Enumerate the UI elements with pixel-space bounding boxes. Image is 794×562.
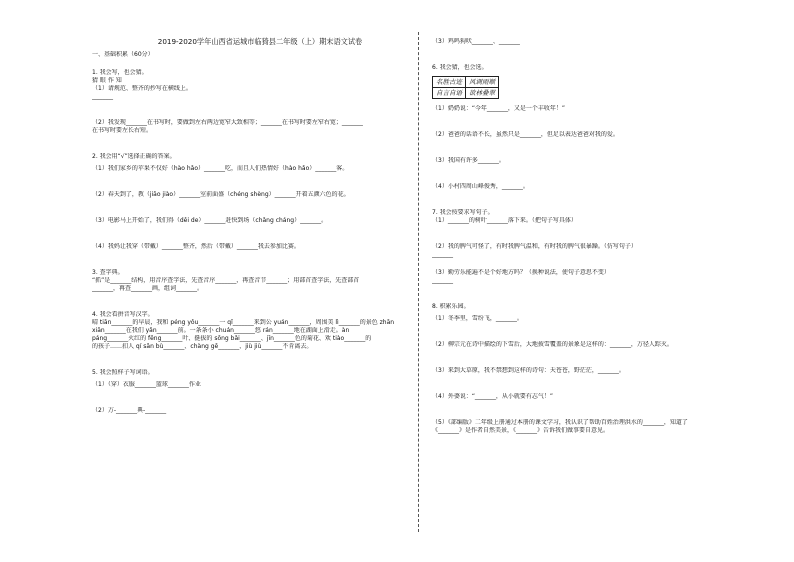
q7-answer-line: _______ (432, 277, 453, 284)
idiom-cell: 风调雨顺 (466, 77, 499, 88)
q7-line-3: （3）勤劳乐能遍不是个好地方吗？（换种说法，使句子意思不变） (432, 269, 610, 276)
q7-title: 7. 我会按要求写句子。 (432, 209, 494, 216)
q6-line-1: （1）奶奶说：“今年_______，又是一个丰收年！” (432, 105, 566, 112)
q2-line-2: （2）春天到了，教（jiāo jiào）_______室前面盛（chéng shèng）_______开着五颜六色的花。 (92, 191, 350, 198)
q5-line-3: （3）鸡鸣狗吠_______、_______ (432, 38, 520, 45)
q2-line-1: （1）我们家乡的苹果不仅好（hào hǎo）_______吃，而且人们热情好（hào hǎo）_______客。 (92, 165, 349, 172)
q2-title: 2. 我会用“√”选择正确的答案。 (92, 153, 176, 160)
idiom-cell: 名胜古迹 (433, 77, 466, 88)
q4-line-1: 晴 tiān_______的早晨，我和 péng yǒu_______一 qǐ_______来到公 yuán_______，周围美 lì_______的景色 zhān (92, 319, 395, 326)
q2-line-4: （4）我妈让我穿（带戴）_______整齐，然后（带戴）_______我去参加比赛。 (92, 243, 300, 250)
q8-line-6: 《_______》是作者自然美景，《_______》告诉我们做事要自意见。 (432, 427, 610, 434)
q3-title: 3. 查字典。 (92, 269, 124, 276)
q1-chars: 猜 眼 作 知 (92, 77, 122, 84)
exam-title: 2019-2020学年山西省运城市临猗县二年级（上）期末语文试卷 (157, 37, 363, 46)
question-7 (432, 209, 732, 285)
idiom-cell: 自言自语 (433, 88, 466, 99)
question-8 (432, 303, 732, 435)
q5-title: 5. 我会照样子写词语。 (92, 369, 154, 376)
q8-line-2: （2）柳宗元在诗中描绘的下雪后，大地披雪覆盖的景象是这样的：_______，万径人踪灭。 (432, 341, 673, 348)
q4-line-4: 的孩子……扣人 qí sān bù_______、chàng gē_______、jiù jiù_______不肯离去。 (92, 343, 313, 350)
q6-title: 6. 我会猜，也会选。 (432, 64, 488, 71)
q4-line-3: páng_______火红的 fēng_______叶、挺拔的 sōng bǎi_______、jīn_______色的菊花、欢 tiào_______的 (92, 335, 372, 342)
q3-line-2: _______，再查_______画，组词_______。 (92, 285, 204, 292)
q6-line-3: （3）我国有许多_______。 (432, 157, 505, 164)
question-1 (92, 69, 414, 135)
idiom-cell: 欲林叠翠 (466, 88, 499, 99)
column-divider (418, 32, 419, 532)
q7-line-1: （1）_______的树叶_______落下来。（把句子写具体） (432, 217, 577, 224)
q8-title: 8. 积累乐园。 (432, 303, 470, 310)
table-row (433, 77, 499, 88)
right-column (432, 38, 732, 443)
q4-title: 4. 我会看拼音写汉字。 (92, 311, 154, 318)
q6-line-4: （4）小村四周山峰俊秀，_______。 (432, 183, 529, 190)
left-column (92, 38, 414, 423)
q5-line-2: （2）万-_______典-_______ (92, 407, 167, 414)
q1-line-4: 在书写时要左长右短。 (92, 127, 153, 134)
q1-line-1: （1）请规范、整齐的抄写在横线上。 (92, 85, 192, 92)
q8-line-3: （3）来到大草原，我不禁想到这样的诗句：天苍苍，野茫茫，_______。 (432, 367, 625, 374)
table-row (433, 88, 499, 99)
q7-answer-line: _______ (432, 251, 453, 258)
q8-line-1: （1）冬季里，雪纷飞，_______。 (432, 315, 523, 322)
q5-line-1: （1）（穿）衣服_______篮球_______作业 (92, 381, 201, 388)
question-2 (92, 153, 414, 251)
question-6 (432, 64, 732, 191)
section-heading: 一、基础积累（60分） (92, 51, 154, 58)
question-3 (92, 269, 414, 293)
q8-line-5: （5）《部编版》二年级上册通过本册的课文学习，我认识了帮助百姓治理洪水的_______，知道了 (432, 419, 688, 426)
question-4 (92, 311, 414, 351)
idiom-table (432, 76, 499, 99)
q1-line-2: _______ (92, 93, 113, 100)
question-5 (92, 369, 414, 415)
q6-line-2: （2）爸爸的话语不长，虽然只是_______，但足以表达爸爸对我的爱。 (432, 131, 619, 138)
q1-line-3: （2）我发现_______在书写时，要做到左右两边宽窄大致相等；_______在书写时要左窄右宽；_______ (92, 119, 363, 126)
q3-line-1: “抓”是_______结构，用音序查字法，先查音序_______，再查音节_______；用部首查字法，先查部首 (92, 277, 360, 284)
q1-title: 1. 我会写，也会猜。 (92, 69, 148, 76)
q7-line-2: （2）我的脾气可怪了，有时我脾气温和，有时我的脾气很暴躁。（仿写句子） (432, 243, 637, 250)
q2-line-3: （3）电影马上开始了，我们得（děi de）_______赶快到场（chǎng cháng）_______。 (92, 217, 328, 224)
q4-line-2: xiān_______在我们 yǎn_______前。一条条小 chuán_______悠 rán_______地在湖面上滑走。àn (92, 327, 350, 334)
q8-line-4: （4）外婆说：“_______，从小就要有志气！” (432, 393, 554, 400)
